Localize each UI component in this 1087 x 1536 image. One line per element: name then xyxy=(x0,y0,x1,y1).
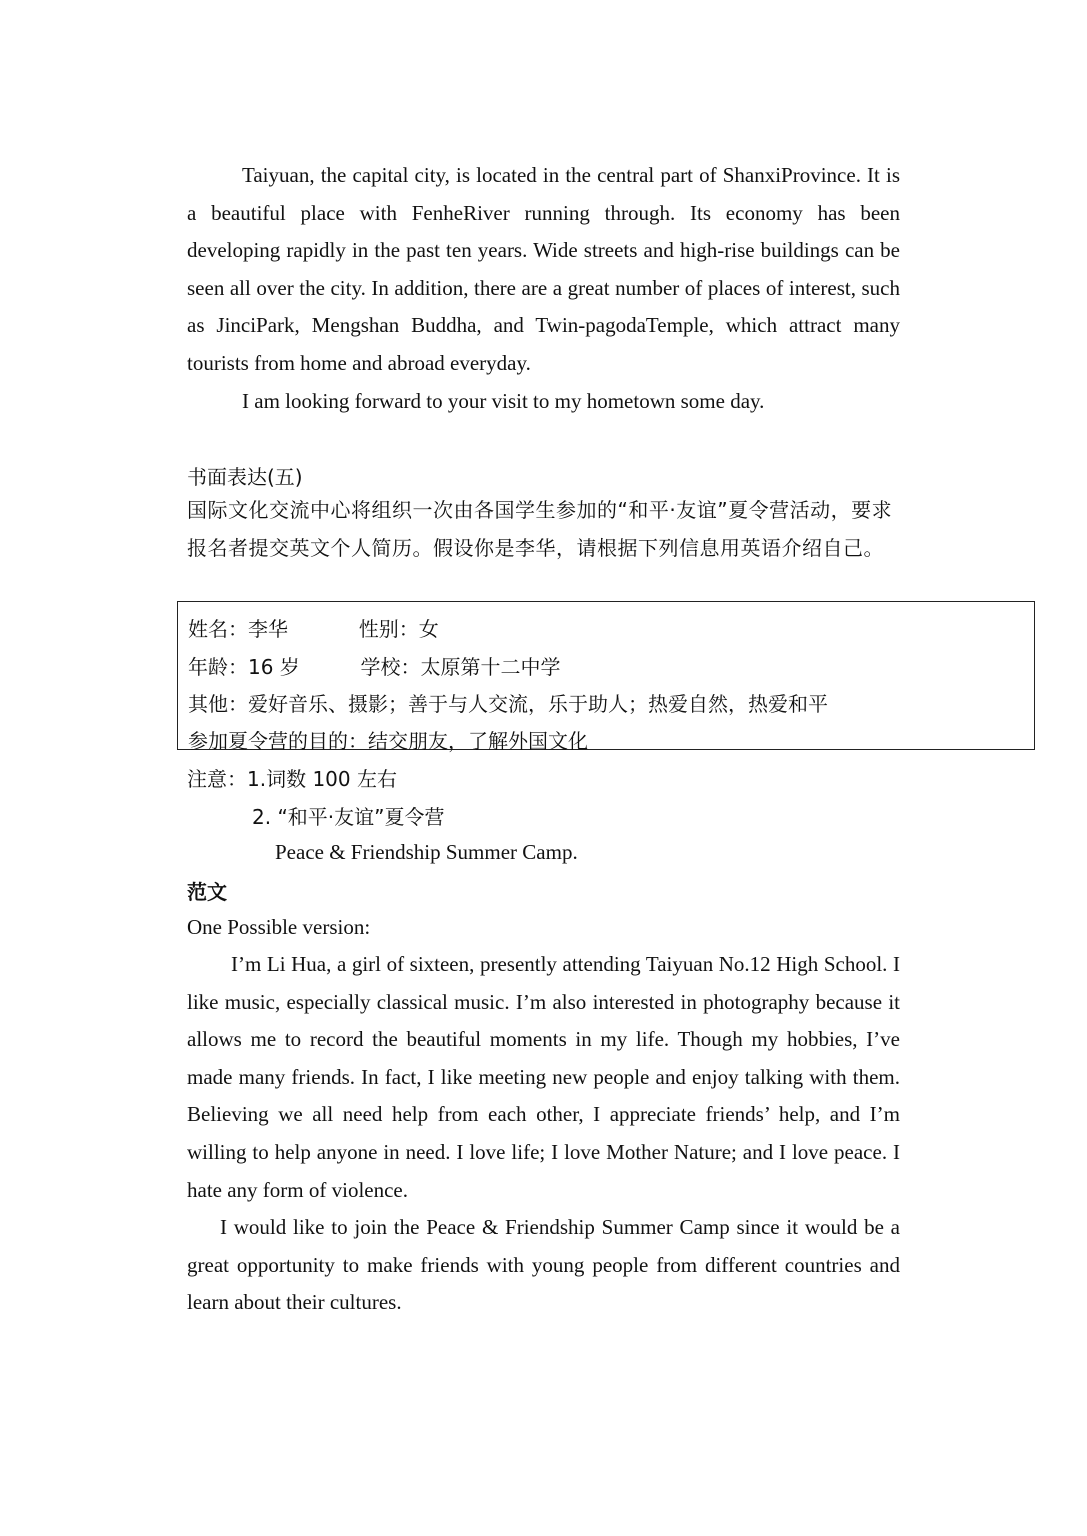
note-2-english: Peace & Friendship Summer Camp. xyxy=(275,840,578,864)
gender-field: 性别：女 xyxy=(358,617,439,641)
model-paragraph-2: I would like to join the Peace & Friendship Summer Camp since it would be a great opportunity to make friends with young people from different countries and learn about their cultures. xyxy=(187,1215,900,1315)
passage-paragraph-2: I am looking forward to your visit to my hometown some day. xyxy=(242,388,765,413)
info-row-other: 其他：爱好音乐、摄影；善于与人交流，乐于助人；热爱自然，热爱和平 xyxy=(188,692,828,716)
model-paragraph-1: I’m Li Hua, a girl of sixteen, presently attending Taiyuan No.12 High School. I like music, especially classical music. I’m also interested in photography because it allows me to record the beautiful moments in my life. Though my hobbies, I’ve made many friends. In fact, I like meeting new people and enjoy talking with them. Believing we all need help from each other, I appreciate friends’ help, and I’m willing to help anyone in need. I love life; I love Mother Nature; and I love peace. I hate any form of violence. xyxy=(187,952,900,1202)
model-essay xyxy=(187,946,900,1322)
instructions-text: 国际文化交流中心将组织一次由各国学生参加的“和平·友谊”夏令营活动，要求报名者提交英文个人简历。假设你是李华，请根据下列信息用英语介绍自己。 xyxy=(187,498,893,560)
task-instructions xyxy=(187,492,900,567)
info-table xyxy=(177,601,1035,753)
info-row-name xyxy=(188,613,439,642)
note-2: 2. “和平·友谊”夏令营 xyxy=(252,805,445,829)
school-field: 学校：太原第十二中学 xyxy=(360,655,561,679)
note-1: 注意：1.词数 100 左右 xyxy=(187,767,397,791)
passage-section xyxy=(187,157,900,420)
model-label: One Possible version: xyxy=(187,915,371,939)
age-field: 年龄：16 岁 xyxy=(188,655,300,679)
section-heading: 书面表达(五) xyxy=(187,465,303,489)
info-row-purpose: 参加夏令营的目的：结交朋友，了解外国文化 xyxy=(188,729,588,753)
passage-paragraph-1: Taiyuan, the capital city, is located in the central part of ShanxiProvince. It is a beautiful place with FenheRiver running through. Its economy has been developing rapidly in the past ten years. Wide streets and high-rise buildings can be seen all over the city. In addition, there are a great number of places of interest, such as JinciPark, Mengshan Buddha, and Twin-pagodaTemple, which attract many tourists from home and abroad everyday. xyxy=(187,163,900,375)
name-field: 姓名：李华 xyxy=(188,617,288,641)
model-heading: 范文 xyxy=(187,880,227,904)
info-row-age xyxy=(188,651,561,680)
